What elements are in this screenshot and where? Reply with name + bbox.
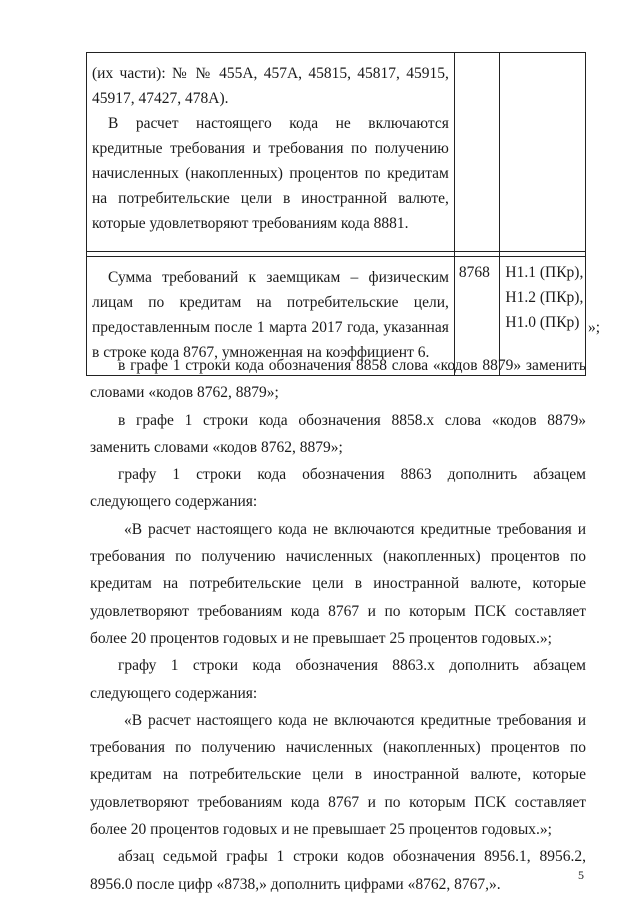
row1-indicator-cell xyxy=(500,53,586,252)
document-body xyxy=(90,352,586,898)
row1-line2: 45917, 47427, 478А). xyxy=(92,90,229,107)
row1-text-cell xyxy=(87,53,455,252)
row2-text: Сумма требований к заемщикам – физическим лицам по кредитам на потребительские цели, предоставленным после 1 марта 2017 года, указанная в строке кода 8767, умноженная на коэффициент 6. xyxy=(92,269,449,361)
row1-paragraph: В расчет настоящего кода не включаются кредитные требования и требования по получению начисленных (накопленных) процентов по кредитам на потребительские цели в иностранной валюте, которые удовлетворяют требованиям кода 8881. xyxy=(92,115,449,232)
indicator-item: Н1.1 (ПКр), xyxy=(505,264,584,281)
indicator-item: Н1.2 (ПКр), xyxy=(505,289,584,306)
row1-code-cell xyxy=(454,53,500,252)
page-number: 5 xyxy=(578,868,584,882)
regulation-table xyxy=(86,52,586,376)
paragraph: в графе 1 строки кода обозначения 8858 слова «кодов 8879» заменить словами «кодов 8762, 8879»; xyxy=(90,357,586,402)
row2-code: 8768 xyxy=(458,264,490,281)
quoted-paragraph: «В расчет настоящего кода не включаются кредитные требования и требования по получению начисленных (накопленных) процентов по кредитам на потребительские цели в иностранной валюте, которые удовлетворяют требованиям кода 8767 и по которым ПСК составляет более 20 процентов годовых и не превышает 25 процентов годовых.»; xyxy=(90,711,586,839)
table-row xyxy=(87,53,586,252)
paragraph: графу 1 строки кода обозначения 8863 дополнить абзацем следующего содержания: xyxy=(90,466,586,511)
row1-line1: (их части): № № 455А, 457А, 45815, 45817, 45915, xyxy=(92,65,449,82)
quoted-paragraph: «В расчет настоящего кода не включаются кредитные требования и требования по получению начисленных (накопленных) процентов по кредитам на потребительские цели в иностранной валюте, которые удовлетворяют требованиям кода 8767 и по которым ПСК составляет более 20 процентов годовых и не превышает 25 процентов годовых.»; xyxy=(90,520,586,647)
paragraph: графу 1 строки кода обозначения 8863.х дополнить абзацем следующего содержания: xyxy=(90,657,586,702)
closing-quote: »; xyxy=(588,319,601,336)
paragraph: абзац седьмой графы 1 строки кодов обозначения 8956.1, 8956.2, 8956.0 после цифр «8738,» дополнить цифрами «8762, 8767,». xyxy=(90,848,586,893)
paragraph: в графе 1 строки кода обозначения 8858.х слова «кодов 8879» заменить словами «кодов 8762, 8879»; xyxy=(90,411,586,456)
indicator-item: Н1.0 (ПКр) xyxy=(505,314,580,331)
